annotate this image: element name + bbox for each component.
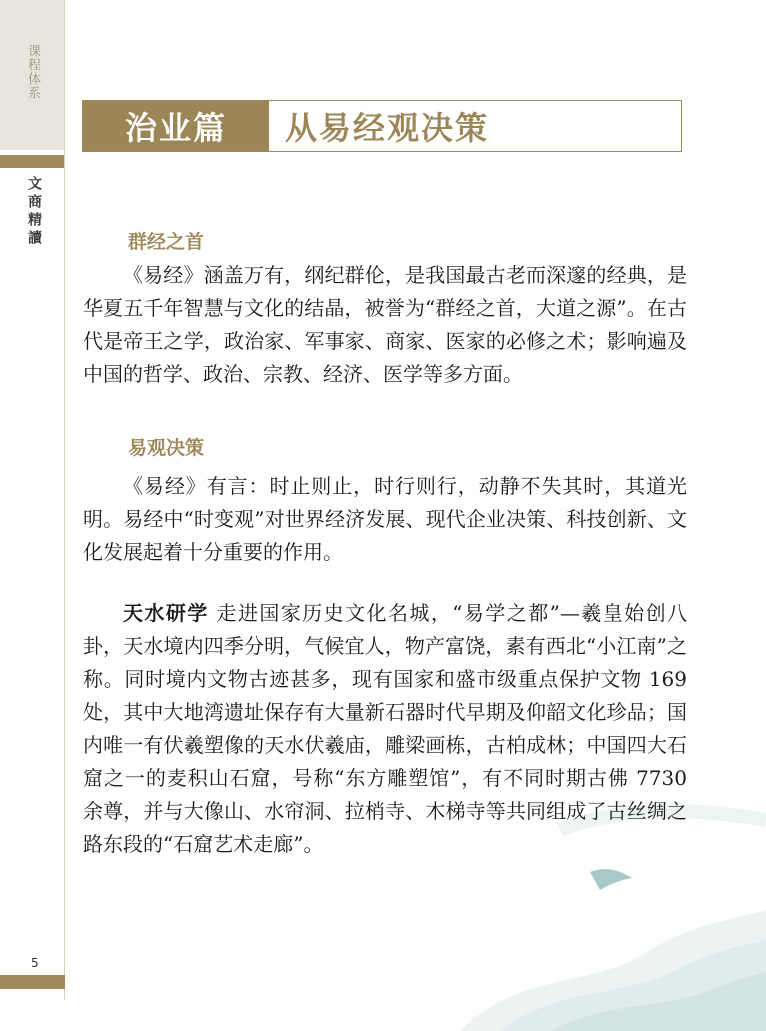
tianshui-paragraph: [83, 597, 687, 861]
section-heading: 易观决策: [128, 437, 205, 459]
section-heading: 群经之首: [128, 231, 205, 253]
sidebar-divider: [64, 0, 65, 1000]
footer-accent-bar: [0, 975, 65, 989]
sidebar-category-label: 课程体系: [25, 44, 40, 100]
section-paragraph: 《易经》有言：时止则止，时行则行，动静不失其时，其道光明。易经中“时变观”对世界经济发展、现代企业决策、科技创新、文化发展起着十分重要的作用。: [83, 474, 687, 564]
chapter-header: [82, 100, 682, 152]
chapter-label: 治业篇: [83, 101, 269, 151]
sidebar-accent-bar: [0, 155, 65, 168]
tianshui-body: 走进国家历史文化名城，“易学之都”—羲皇始创八卦，天水境内四季分明，气候宜人，物产富饶，素有西北“小江南”之称。同时境内文物古迹甚多，现有国家和盛市级重点保护文物 169 处，其中大地湾遗址保存有大量新石器时代早期及仰韶文化珍品；国内唯一有伏羲塑像的天水伏羲庙，雕梁画栋，古柏成林；中国四大石窟之一的麦积山石窟，号称“东方雕塑馆”，有不同时期古佛 7730 余尊，并与大像山、水帘洞、拉梢寺、木梯寺等共同组成了古丝绸之路东段的“石窟艺术走廊”。: [83, 601, 688, 856]
tianshui-lead: 天水研学: [123, 601, 209, 625]
section-paragraph: 《易经》涵盖万有，纲纪群伦，是我国最古老而深邃的经典，是华夏五千年智慧与文化的结晶，被誉为“群经之首，大道之源”。在古代是帝王之学，政治家、军事家、商家、医家的必修之术；影响遍及中国的哲学、政治、宗教、经济、医学等多方面。: [83, 263, 687, 386]
sidebar-section-label: 文商精讀: [26, 176, 42, 248]
chapter-title: 从易经观决策: [285, 109, 490, 147]
page-number: 5: [31, 956, 39, 970]
